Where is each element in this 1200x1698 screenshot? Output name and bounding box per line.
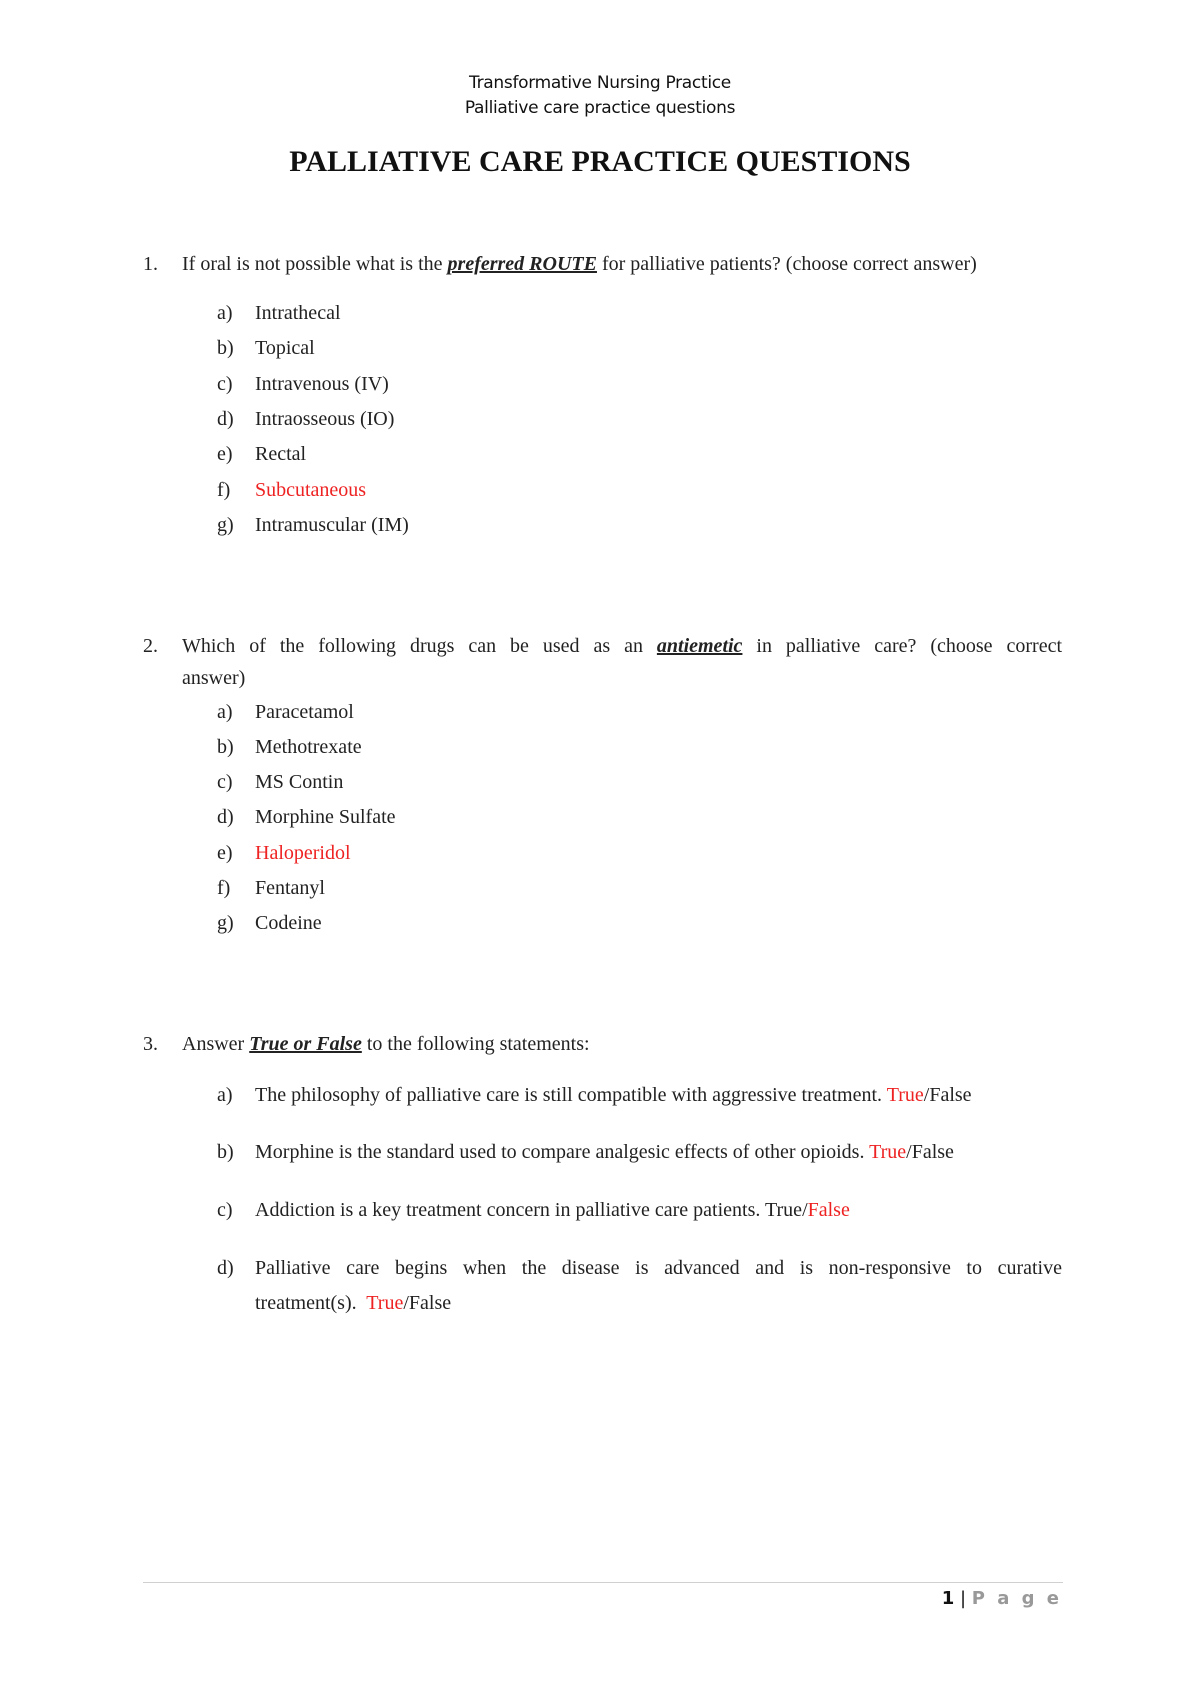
statement-body: Morphine is the standard used to compare analgesic effects of other opioids. — [255, 1141, 870, 1163]
statement-text — [255, 1141, 954, 1164]
answer-true-selected: True — [366, 1292, 404, 1314]
option-label: b) — [217, 337, 234, 359]
option-label: e) — [217, 443, 233, 465]
option-text: Intravenous (IV) — [255, 373, 389, 395]
question-text-continuation: answer) — [182, 667, 246, 689]
statement-body: The philosophy of palliative care is still compatible with aggressive treatment. — [255, 1084, 887, 1106]
running-header-course: Transformative Nursing Practice — [469, 73, 731, 93]
option-text: Fentanyl — [255, 877, 325, 899]
statement-body: treatment(s). — [255, 1292, 367, 1314]
option-label: f) — [217, 877, 231, 899]
question-text-post: for palliative patients? (choose correct answer) — [596, 253, 977, 275]
footer-separator: | — [954, 1588, 972, 1609]
option-label: d) — [217, 806, 234, 828]
option-text: Paracetamol — [255, 701, 354, 723]
question-emphasis: preferred ROUTE — [447, 253, 597, 275]
answer-separator: / — [923, 1084, 930, 1106]
statement-text — [255, 1084, 972, 1107]
statement-body: Addiction is a key treatment concern in palliative care patients. — [255, 1199, 765, 1221]
statement-text — [255, 1199, 850, 1222]
statement-text: Palliative care begins when the disease is advanced and is non-responsive to curative — [255, 1257, 1062, 1279]
statement-label: c) — [217, 1199, 233, 1221]
question-emphasis: antiemetic — [656, 635, 743, 657]
option-label: f) — [217, 479, 231, 501]
question-text-pre: Which of the following drugs can be used as an — [182, 635, 657, 657]
correct-answer-option: Haloperidol — [255, 842, 351, 864]
option-label: e) — [217, 842, 233, 864]
page-label: P a g e — [971, 1588, 1062, 1609]
question-number: 2. — [143, 635, 158, 657]
option-label: c) — [217, 373, 233, 395]
question-text — [182, 253, 1062, 276]
statement-label: d) — [217, 1257, 234, 1279]
question-text-post: in palliative care? (choose correct — [742, 635, 1063, 657]
option-label: a) — [217, 701, 233, 723]
question-number: 3. — [143, 1033, 158, 1055]
question-text-pre: Answer — [182, 1033, 250, 1055]
question-emphasis: True or False — [249, 1033, 362, 1055]
running-header-subtitle: Palliative care practice questions — [464, 98, 736, 118]
option-label: d) — [217, 408, 234, 430]
option-label: g) — [217, 514, 234, 536]
option-text: Morphine Sulfate — [255, 806, 396, 828]
question-text — [182, 1033, 1062, 1056]
option-text: Intraosseous (IO) — [255, 408, 395, 430]
option-label: a) — [217, 302, 233, 324]
option-text: Codeine — [255, 912, 322, 934]
footer-divider — [143, 1582, 1063, 1583]
option-text: Methotrexate — [255, 736, 362, 758]
answer-separator: / — [802, 1199, 808, 1221]
option-label: g) — [217, 912, 234, 934]
statement-label: a) — [217, 1084, 233, 1106]
statement-label: b) — [217, 1141, 234, 1163]
option-text: Intramuscular (IM) — [255, 514, 409, 536]
page-title: PALLIATIVE CARE PRACTICE QUESTIONS — [289, 145, 911, 178]
page-footer — [942, 1588, 1062, 1609]
option-label: c) — [217, 771, 233, 793]
option-text: Rectal — [255, 443, 307, 465]
question-text-post: to the following statements: — [361, 1033, 590, 1055]
answer-separator: / — [403, 1292, 409, 1314]
answer-true: True — [765, 1199, 803, 1221]
correct-answer-option: Subcutaneous — [255, 479, 367, 501]
option-text: Topical — [255, 337, 315, 359]
answer-false: False — [929, 1084, 972, 1106]
statement-text-continuation — [255, 1292, 451, 1315]
option-label: b) — [217, 736, 234, 758]
option-text: MS Contin — [255, 771, 344, 793]
answer-separator: / — [906, 1141, 912, 1163]
answer-true-selected: True — [869, 1141, 907, 1163]
answer-false: False — [408, 1292, 452, 1314]
question-number: 1. — [143, 253, 158, 275]
option-text: Intrathecal — [255, 302, 341, 324]
answer-false-selected: False — [807, 1199, 850, 1221]
answer-true-selected: True — [886, 1084, 924, 1106]
page-number: 1 — [941, 1588, 955, 1609]
question-text-pre: If oral is not possible what is the — [182, 253, 448, 275]
answer-false: False — [911, 1141, 954, 1163]
question-text — [182, 635, 1062, 658]
